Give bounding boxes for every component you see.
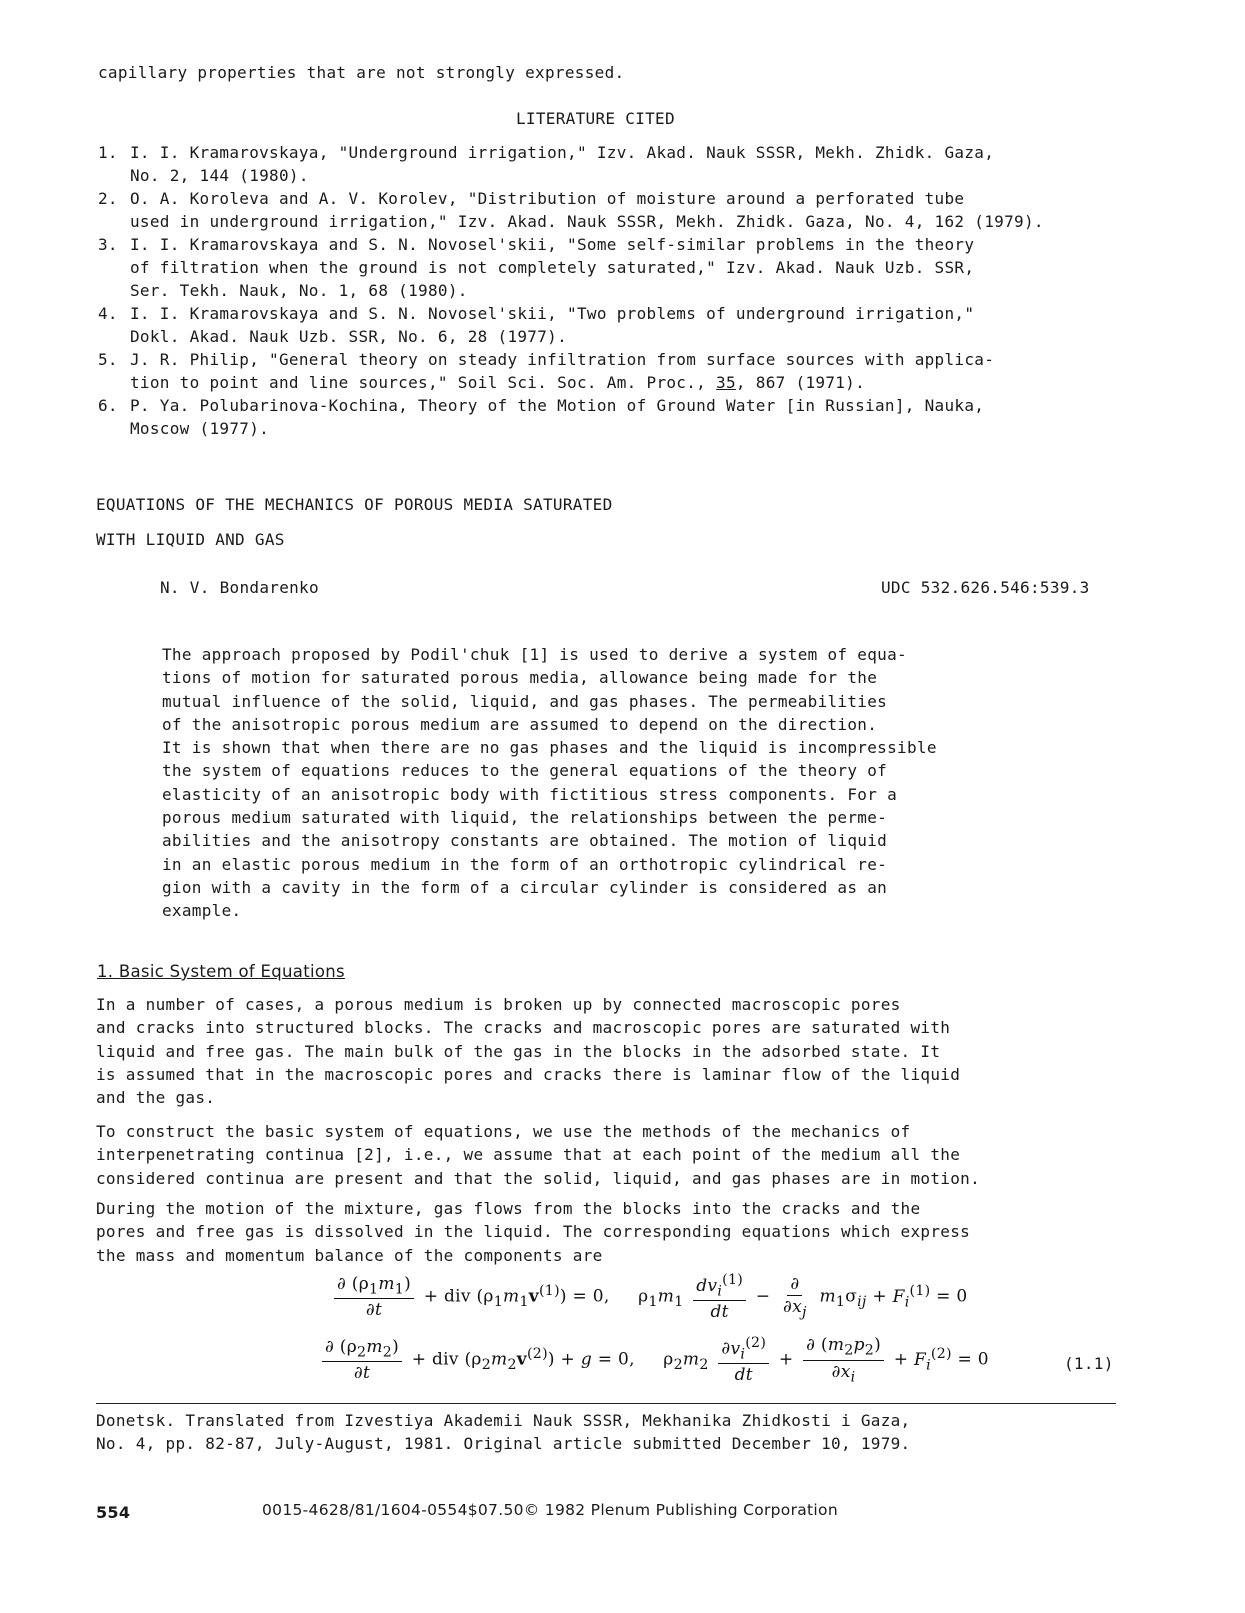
reference-item xyxy=(98,348,1158,394)
reference-number: 1. xyxy=(98,143,118,162)
reference-number: 3. xyxy=(98,235,118,254)
reference-text: P. Ya. Polubarinova-Kochina, Theory of the Motion of Ground Water [in Russian], Nauka, Moscow (1977). xyxy=(130,396,985,438)
udc-code: UDC 532.626.546:539.3 xyxy=(881,578,1090,597)
reference-item xyxy=(98,233,1158,302)
reference-text-part: , 867 (1971). xyxy=(735,373,866,392)
journal-volume: 35 xyxy=(716,373,736,392)
reference-list xyxy=(98,141,1158,440)
literature-heading: LITERATURE CITED xyxy=(516,109,675,128)
reference-text: I. I. Kramarovskaya, "Underground irrigation," Izv. Akad. Nauk SSSR, Mekh. Zhidk. Gaza, No. 2, 144 (1980). xyxy=(130,143,995,185)
reference-number: 4. xyxy=(98,304,118,323)
reference-item xyxy=(98,141,1158,187)
section-heading: 1. Basic System of Equations xyxy=(97,962,345,981)
reference-text: I. I. Kramarovskaya and S. N. Novosel'skii, "Two problems of underground irrigation," Dokl. Akad. Nauk Uzb. SSR, No. 6, 28 (1977). xyxy=(130,304,975,346)
reference-item xyxy=(98,302,1158,348)
continued-text-line: capillary properties that are not strongly expressed. xyxy=(98,63,625,82)
reference-number: 2. xyxy=(98,189,118,208)
article-title-line-1: EQUATIONS OF THE MECHANICS OF POROUS MEDIA SATURATED xyxy=(96,495,613,514)
reference-number: 5. xyxy=(98,350,118,369)
author: N. V. Bondarenko xyxy=(160,578,319,597)
reference-text-part: J. R. Philip, "General theory on steady infiltration from surface sources with applica- tion to point and line sources," Soil Sci. Soc. Am. Proc., xyxy=(130,350,995,392)
reference-text: O. A. Koroleva and A. V. Korolev, "Distribution of moisture around a perforated tube used in underground irrigation," Izv. Akad. Nauk SSSR, Mekh. Zhidk. Gaza, No. 4, 162 (1979). xyxy=(130,189,1044,231)
equation-row-2: $\frac{\partial (\rho_2m_2)}{\partial t}$ + div $(\rho_2m_2v^{(2)}) + g = 0$, $\rho_2m_2$ $\frac{\partial v_i^{(2)}}{dt}$ + $\frac{\partial (m_2p_2)}{\partial x_i}$ + $F_i^{(2)} = 0$ xyxy=(318,1335,989,1385)
body-paragraph: In a number of cases, a porous medium is broken up by connected macroscopic pores and cracks into structured blocks. The cracks and macroscopic pores are saturated with liquid and free gas. The main bulk of the gas in the blocks in the adsorbed state. It is assumed that in the macroscopic pores and cracks there is laminar flow of the liquid and the gas. xyxy=(96,995,961,1108)
reference-text: I. I. Kramarovskaya and S. N. Novosel'skii, "Some self-similar problems in the theory of filtration when the ground is not completely saturated," Izv. Akad. Nauk Uzb. SSR, Ser. Tekh. Nauk, No. 1, 68 (1980). xyxy=(130,235,975,300)
footnote-divider xyxy=(96,1403,1116,1404)
body-paragraph: During the motion of the mixture, gas flows from the blocks into the cracks and the pores and free gas is dissolved in the liquid. The corresponding equations which express the mass and momentum balance of the components are xyxy=(96,1199,971,1265)
abstract: The approach proposed by Podil'chuk [1] is used to derive a system of equa- tions of motion for saturated porous media, allowance being made for the mutual influence of the solid, liquid, and gas phases. The permeabilities of the anisotropic porous medium are assumed to depend on the direction. It is shown that when there are no gas phases and the liquid is incompressible the system of equations reduces to the general equations of the theory of elasticity of an anisotropic body with fictitious stress components. For a porous medium saturated with liquid, the relationships between the perme- abilities and the anisotropy constants are obtained. The motion of liquid in an elastic porous medium in the form of an orthotropic cylindrical re- gion with a cavity in the form of a circular cylinder is considered as an example. xyxy=(162,645,937,921)
footnote: Donetsk. Translated from Izvestiya Akademii Nauk SSSR, Mekhanika Zhidkosti i Gaza, No. 4, pp. 82-87, July-August, 1981. Original article submitted December 10, 1979. xyxy=(96,1411,911,1454)
body-paragraph: To construct the basic system of equations, we use the methods of the mechanics of interpenetrating continua [2], i.e., we assume that at each point of the medium all the considered continua are present and that the solid, liquid, and gas phases are in motion. xyxy=(96,1122,981,1188)
equation-number: (1.1) xyxy=(1064,1354,1114,1373)
article-title-line-2: WITH LIQUID AND GAS xyxy=(96,530,285,549)
reference-number: 6. xyxy=(98,396,118,415)
page-number: 554 xyxy=(96,1503,131,1522)
reference-item xyxy=(98,394,1158,440)
copyright-line: 0015-4628/81/1604-0554$07.50© 1982 Plenum Publishing Corporation xyxy=(262,1501,838,1519)
equation-row-1: $\frac{\partial (\rho_1m_1)}{\partial t}$ + div $(\rho_1m_1v^{(1)}) = 0$, $\rho_1m_1$ $\frac{dv_i^{(1)}}{dt}$ − $\frac{\partial}{\partial x_j}$ $m_1\sigma_{ij} + F_i^{(1)} = 0$ xyxy=(330,1272,968,1322)
reference-item xyxy=(98,187,1158,233)
reference-text xyxy=(130,348,994,394)
